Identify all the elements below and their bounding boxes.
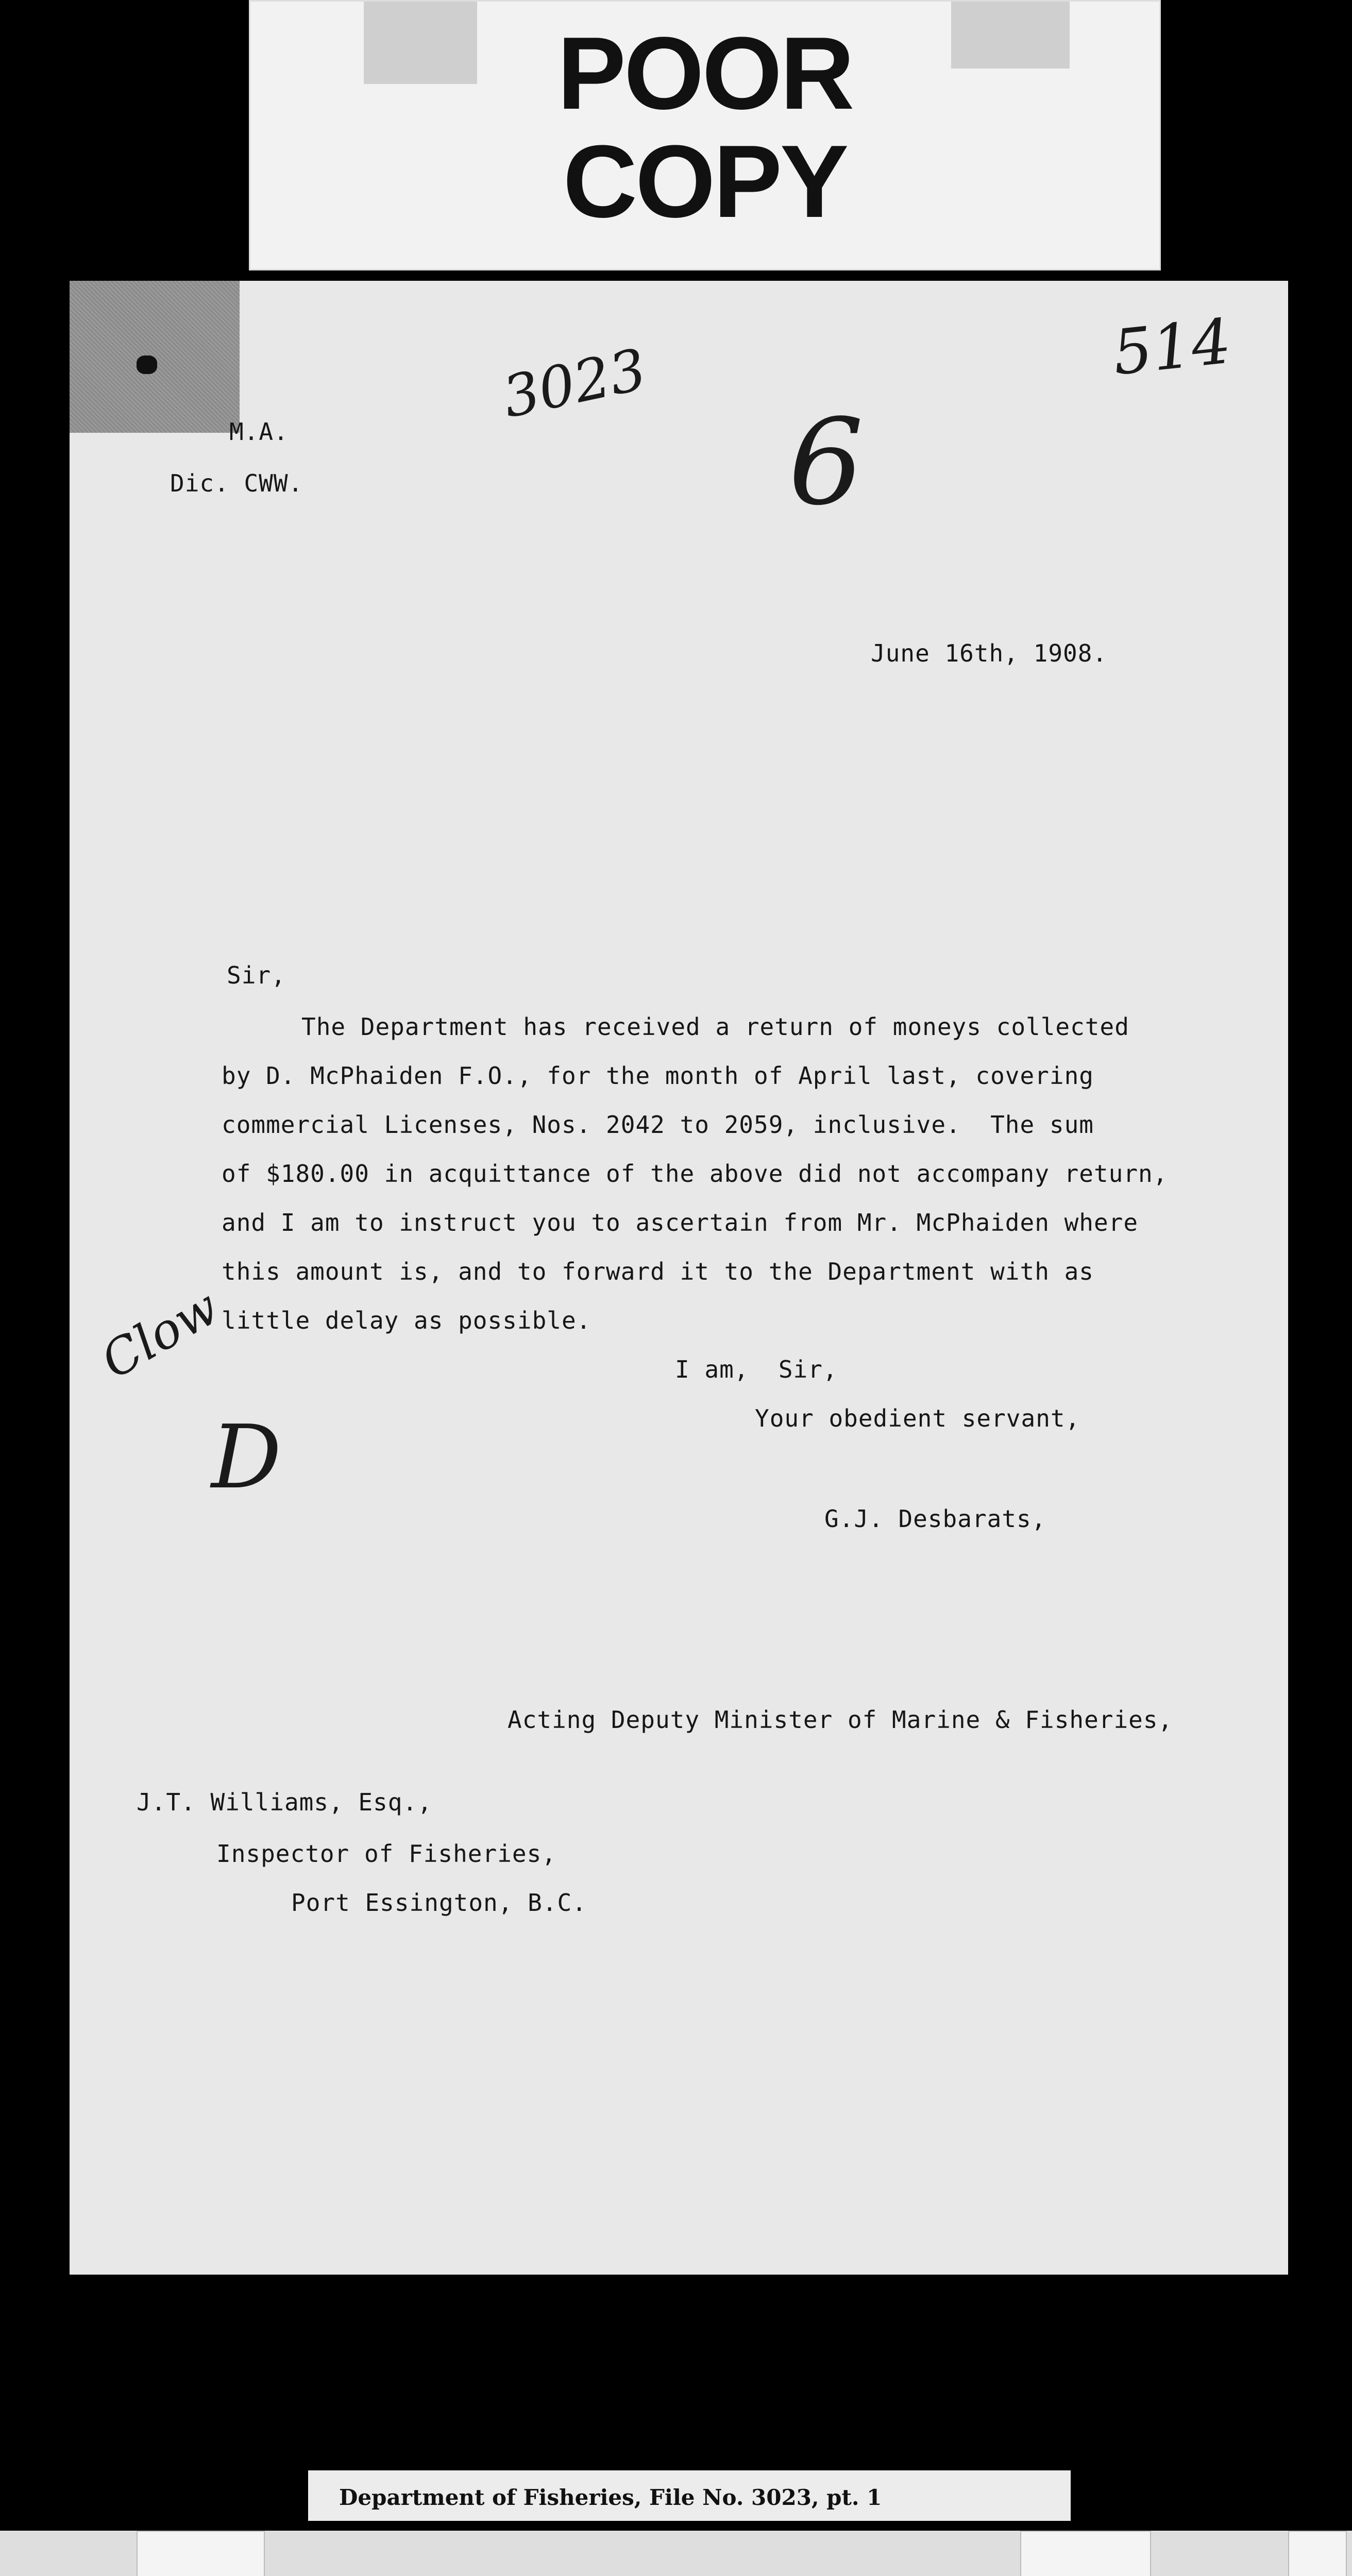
signatory-title: Acting Deputy Minister of Marine & Fisheries, <box>508 1706 1173 1734</box>
body-line: and I am to instruct you to ascertain from Mr. McPhaiden where <box>222 1209 1139 1236</box>
stamp-line-copy: COPY <box>563 124 847 239</box>
closing-line-2: Your obedient servant, <box>755 1404 1080 1432</box>
handwritten-page-number: 514 <box>1109 306 1235 389</box>
tape-strip <box>1288 2531 1347 2576</box>
letter-date: June 16th, 1908. <box>871 639 1108 667</box>
handwritten-initials: Clow <box>92 1278 228 1391</box>
recipient-position: Inspector of Fisheries, <box>216 1840 556 1868</box>
body-line: The Department has received a return of moneys collected <box>301 1013 1129 1041</box>
stamp-line-poor: POOR <box>557 16 853 131</box>
handwritten-check: D <box>211 1406 282 1509</box>
file-label-text: Department of Fisheries, File No. 3023, pt. 1 <box>339 2485 882 2510</box>
tape-strip <box>1020 2531 1151 2576</box>
signature: G.J. Desbarats, <box>824 1505 1046 1533</box>
handwritten-file-number: 3023 <box>497 336 652 431</box>
closing-line-1: I am, Sir, <box>675 1355 838 1383</box>
reference-line-1: M.A. <box>229 418 289 446</box>
handwritten-mark: 6 <box>788 394 864 532</box>
file-label <box>308 2470 1071 2521</box>
recipient-location: Port Essington, B.C. <box>291 1889 587 1917</box>
public-archives-stamp <box>0 2531 1352 2576</box>
body-line: by D. McPhaiden F.O., for the month of April last, covering <box>222 1062 1094 1090</box>
salutation: Sir, <box>227 961 286 989</box>
tape-strip <box>137 2531 265 2576</box>
body-line: this amount is, and to forward it to the Department with as <box>222 1258 1094 1285</box>
body-line: of $180.00 in acquittance of the above did not accompany return, <box>222 1160 1168 1188</box>
poor-copy-stamp <box>249 0 1161 270</box>
letter-page <box>70 281 1288 2275</box>
body-line: little delay as possible. <box>222 1307 592 1334</box>
corner-patch <box>70 281 240 433</box>
body-line: commercial Licenses, Nos. 2042 to 2059, inclusive. The sum <box>222 1111 1094 1139</box>
reference-line-2: Dic. CWW. <box>170 469 303 497</box>
recipient-name: J.T. Williams, Esq., <box>137 1788 432 1816</box>
